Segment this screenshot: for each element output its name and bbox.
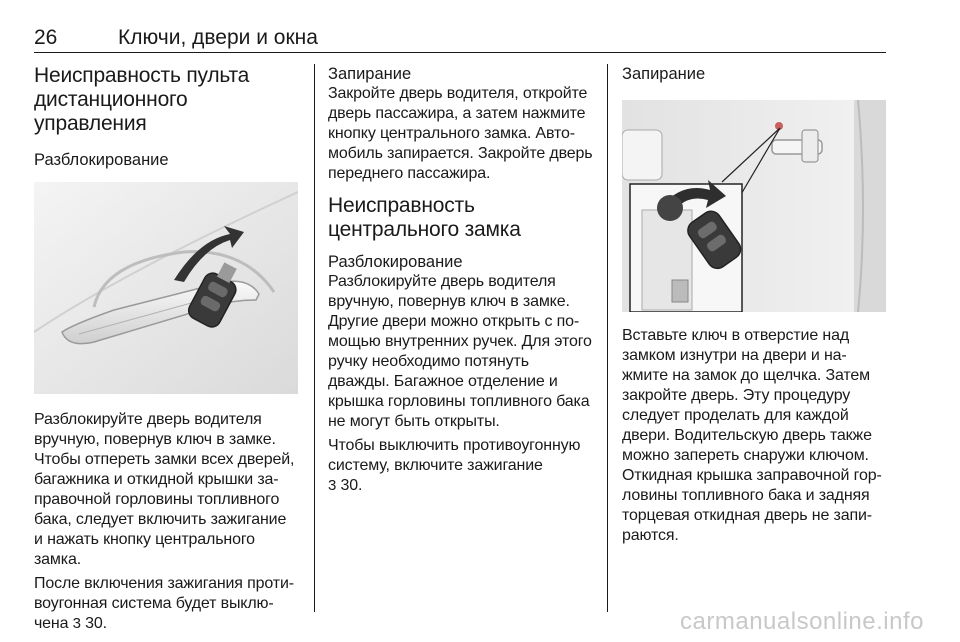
subheading-unlock-central: Разблокирование xyxy=(328,253,463,271)
column-1 xyxy=(34,64,298,634)
paragraph-antitheft xyxy=(34,574,298,634)
paragraph-disable-antitheft xyxy=(328,436,593,496)
page-header xyxy=(34,24,886,53)
section-heading-central-lock: Неисправность центрального замка xyxy=(328,194,521,241)
page-ref-link[interactable]: 30. xyxy=(340,477,363,494)
paragraph-lock-inside: Вставьте ключ в отверстие над замком изнутри на двери и на-жмите на замок до щелчка. Затем закройте дверь. Эту процедуру следует проделать для каждой двери. Водительскую дверь также можно запереть снаружи ключом. Откидная крышка заправочной гор-ловины топливного бака и задняя торцевая откидная дверь не запи-раются. xyxy=(622,327,882,544)
door-handle-key-illustration xyxy=(34,182,298,394)
paragraph-antitheft-text: После включения зажигания проти-воугонная система будет выклю-чена xyxy=(34,575,294,632)
column-2 xyxy=(328,64,593,496)
page-number: 26 xyxy=(34,26,58,49)
subheading-lock-door: Запирание xyxy=(622,65,706,83)
page-ref-icon: 3 xyxy=(328,477,337,494)
watermark: carmanualsonline.info xyxy=(680,608,924,635)
paragraph-lock: Закройте дверь водителя, откройте дверь пассажира, а затем нажмите кнопку центрального замка. Авто-мобиль запирается. Закройте дверь переднего пассажира. xyxy=(328,85,593,182)
paragraph-disable-antitheft-text: Чтобы выключить противоугонную систему, включите зажигание xyxy=(328,437,581,474)
subheading-unlock: Разблокирование xyxy=(34,151,169,169)
chapter-title: Ключи, двери и окна xyxy=(118,26,318,49)
column-divider xyxy=(607,64,608,612)
door-lock-key-illustration xyxy=(622,100,886,312)
paragraph-unlock-remote: Разблокируйте дверь водителя вручную, повернув ключ в замке. Чтобы отпереть замки всех дверей, багажника и откидной крышки за-правочной горловины топливного бака, следует включить зажигание и нажать кнопку центрального замка. xyxy=(34,411,295,568)
page-ref-link[interactable]: 30. xyxy=(85,615,107,632)
door-handle-illustration xyxy=(34,182,298,394)
column-divider xyxy=(314,64,315,612)
page-ref-icon: 3 xyxy=(72,615,81,632)
door-lock-illustration xyxy=(622,100,886,312)
section-heading: Неисправность пульта дистанционного управления xyxy=(34,64,250,135)
paragraph-unlock-manual: Разблокируйте дверь водителя вручную, повернув ключ в замке. Другие двери можно открыть с по-мощью внутренних ручек. Для этого ручку необходимо потянуть дважды. Багажное отделение и крышка горловины топливного бака не могут быть открыты. xyxy=(328,273,592,430)
subheading-lock: Запирание xyxy=(328,65,412,83)
column-3 xyxy=(622,64,886,546)
